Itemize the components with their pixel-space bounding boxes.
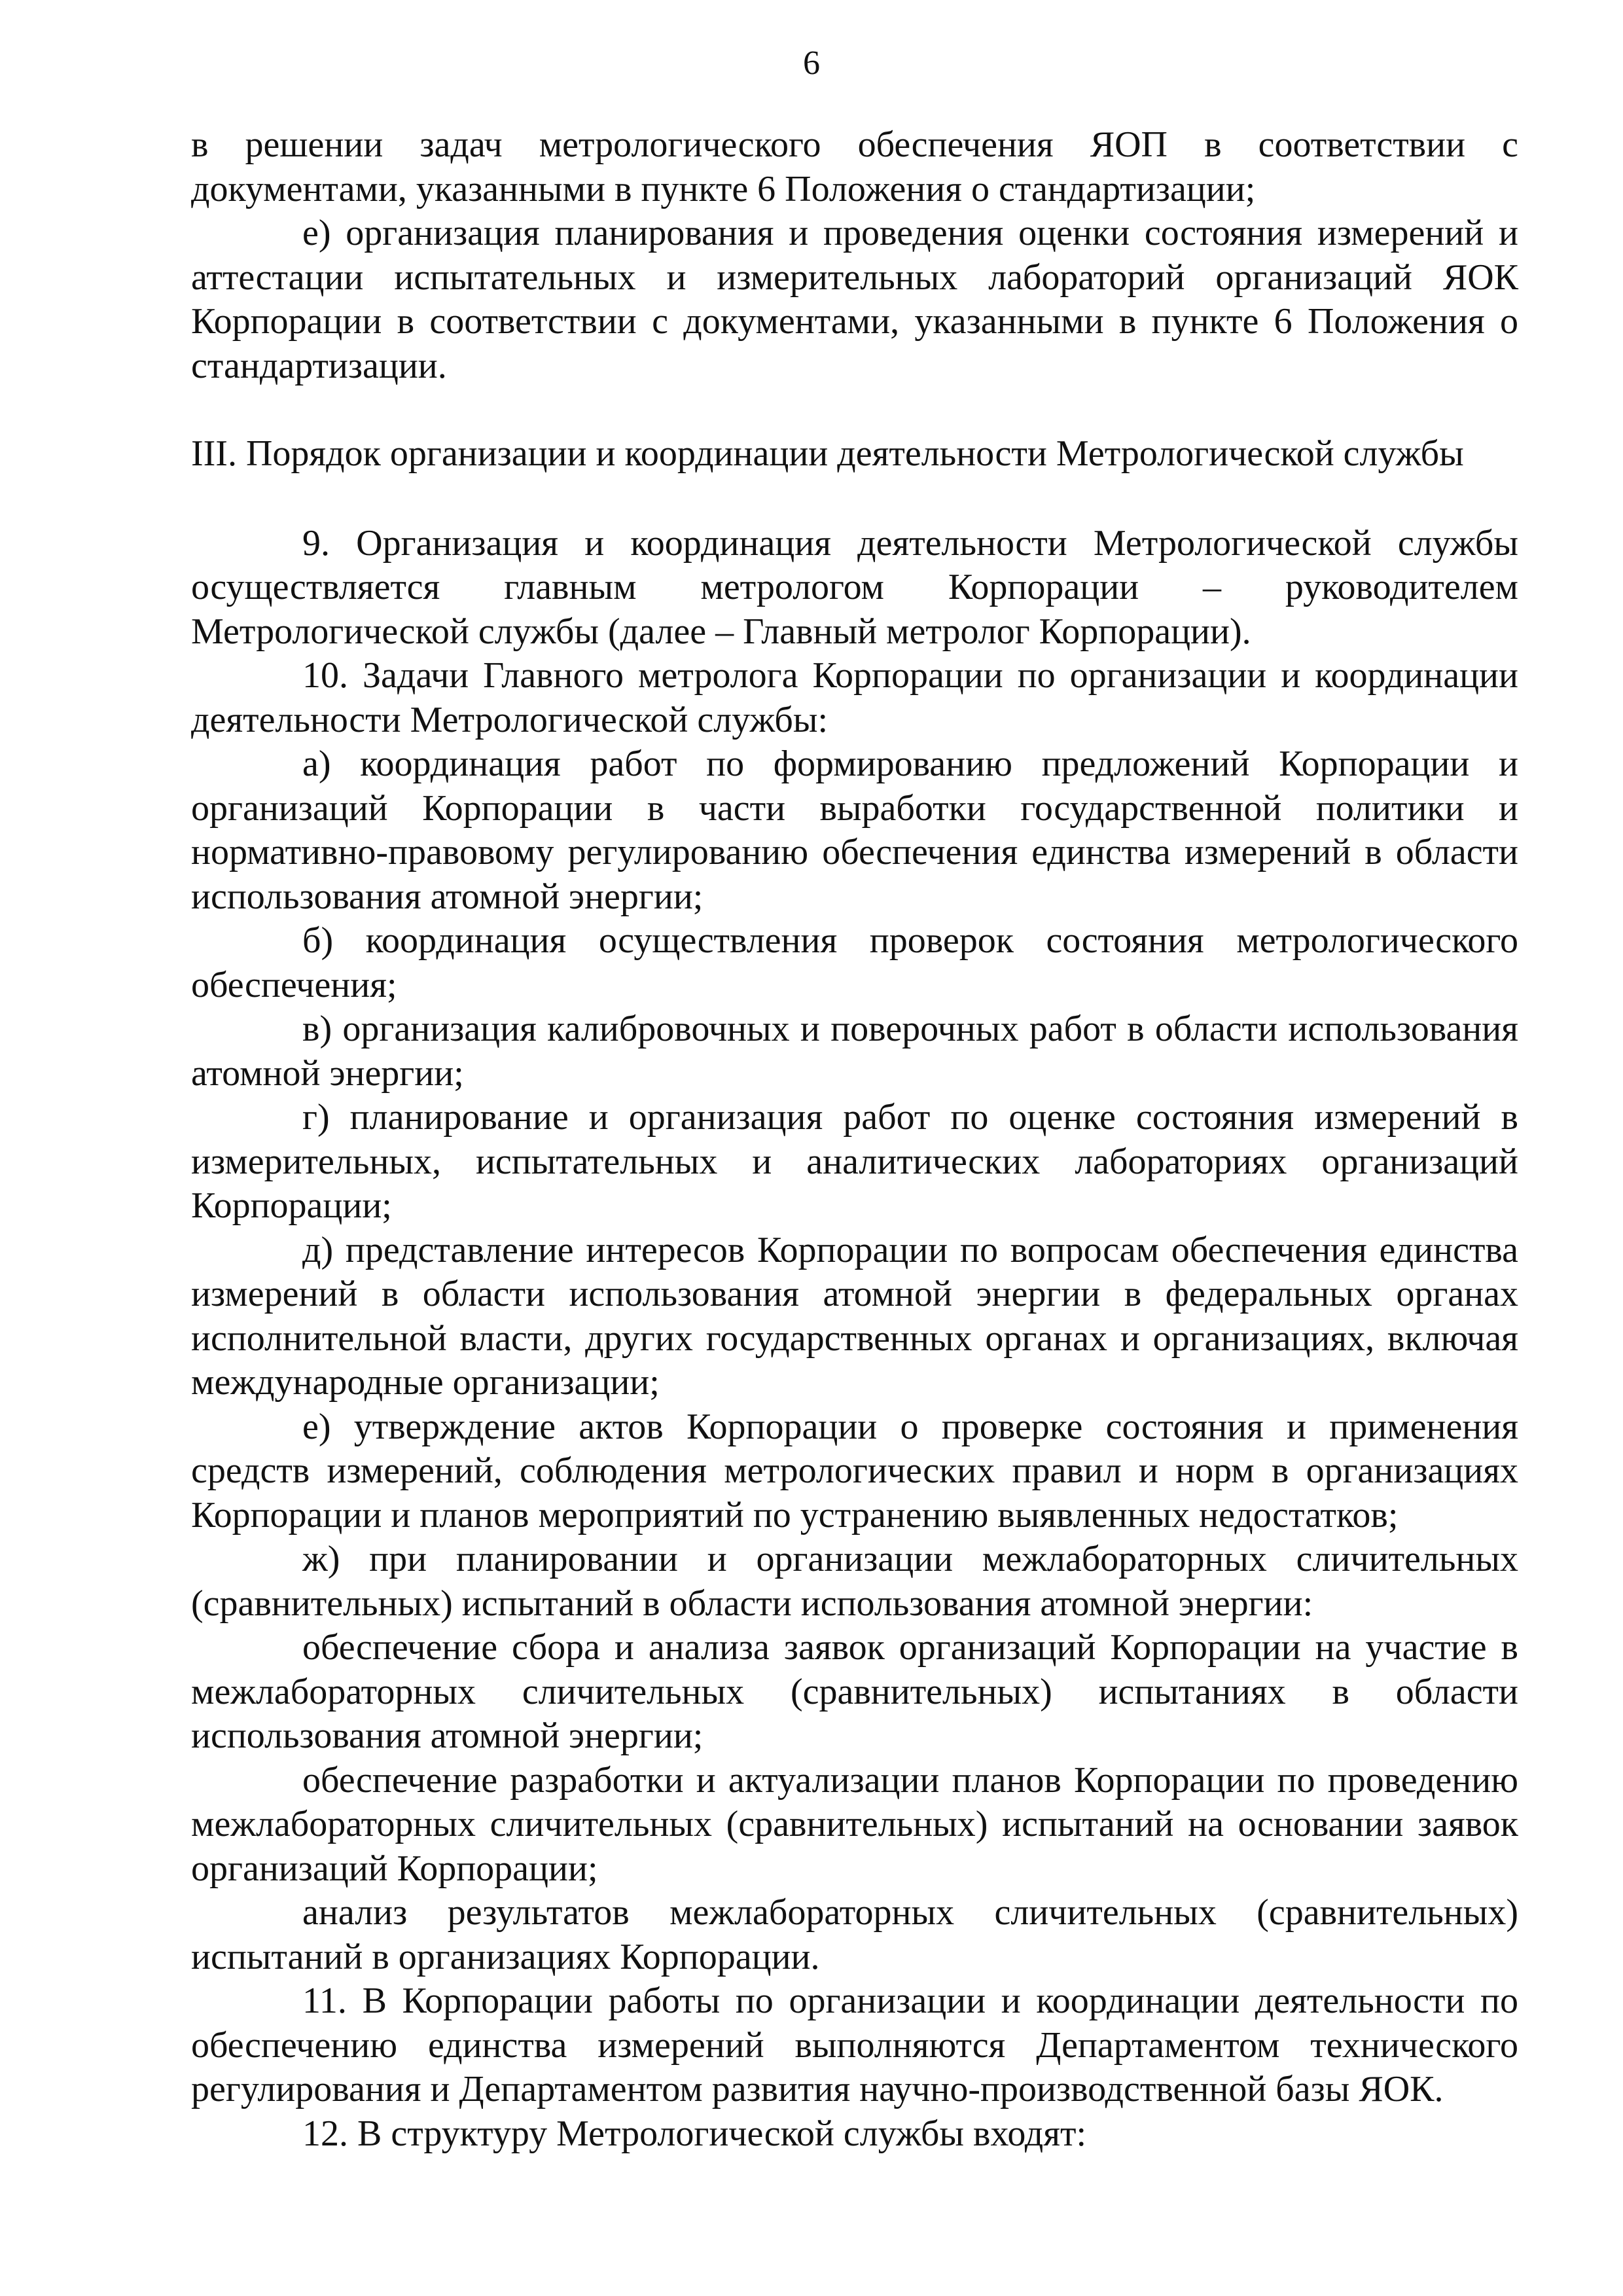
paragraph-10-zh-subitem-2: обеспечение разработки и актуализации планов Корпорации по проведению межлабораторных сличительных (сравнительных) испытаний на основании заявок организаций Корпорации; [191,1759,1518,1889]
page-number: 6 [803,45,820,82]
paragraph-10: 10. Задачи Главного метролога Корпорации по организации и координации деятельности Метрологической службы: [191,655,1518,740]
paragraph-10-zh-subitem-1: обеспечение сбора и анализа заявок организаций Корпорации на участие в межлабораторных сличительных (сравнительных) испытаниях в области использования атомной энергии; [191,1627,1518,1756]
paragraph-11: 11. В Корпорации работы по организации и координации деятельности по обеспечению единства измерений выполняются Департаментом технического регулирования и Департаментом развития научно-производственной базы ЯОК. [191,1981,1518,2109]
paragraph-10-b: б) координация осуществления проверок состояния метрологического обеспечения; [191,920,1518,1005]
document-body [191,123,1518,2156]
section-heading-iii: III. Порядок организации и координации деятельности Метрологической службы [191,433,1464,474]
paragraph-10-zh: ж) при планировании и организации межлабораторных сличительных (сравнительных) испытаний в области использования атомной энергии: [191,1539,1518,1624]
paragraph-10-d: д) представление интересов Корпорации по вопросам обеспечения единства измерений в области использования атомной энергии в федеральных органах исполнительной власти, других государственных органах и организациях, включая международные организации; [191,1229,1518,1403]
paragraph-10-a: а) координация работ по формированию предложений Корпорации и организаций Корпорации в части выработки государственной политики и нормативно-правовому регулированию обеспечения единства измерений в области использования атомной энергии; [191,744,1518,917]
paragraph-12: 12. В структуру Метрологической службы входят: [302,2113,1087,2154]
paragraph-9: 9. Организация и координация деятельности Метрологической службы осуществляется главным метрологом Корпорации – руководителем Метрологической службы (далее – Главный метролог Корпорации). [191,522,1518,652]
paragraph-10-zh-subitem-3: анализ результатов межлабораторных сличительных (сравнительных) испытаний в организациях Корпорации. [191,1892,1518,1977]
paragraph-continuation: в решении задач метрологического обеспечения ЯОП в соответствии с документами, указанными в пункте 6 Положения о стандартизации; [191,124,1518,209]
paragraph-item-e-attestation: е) организация планирования и проведения оценки состояния измерений и аттестации испытательных и измерительных лабораторий организаций ЯОК Корпорации в соответствии с документами, указанными в пункте 6 Положения о стандартизации. [191,213,1518,386]
paragraph-10-g: г) планирование и организация работ по оценке состояния измерений в измерительных, испытательных и аналитических лабораториях организаций Корпорации; [191,1097,1518,1226]
paragraph-10-v: в) организация калибровочных и поверочных работ в области использования атомной энергии; [191,1009,1518,1094]
paragraph-10-e: е) утверждение актов Корпорации о проверке состояния и применения средств измерений, соблюдения метрологических правил и норм в организациях Корпорации и планов мероприятий по устранению выявленных недостатков; [191,1406,1518,1535]
